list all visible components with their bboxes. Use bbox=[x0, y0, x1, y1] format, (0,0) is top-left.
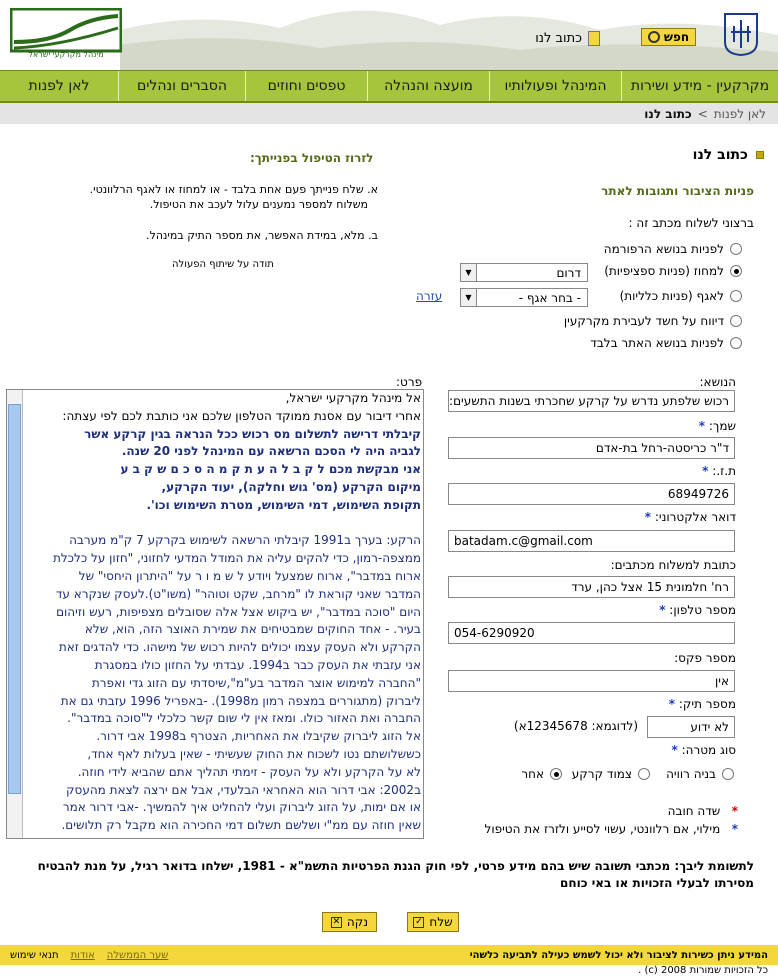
details-line: לא על הקרקע ולא על העסק - זימתי תהליך אתם שהביא לידי חוזה. bbox=[77, 764, 421, 779]
guide-title: לזרוז הטיפול בפנייתך: bbox=[250, 151, 374, 165]
page-title-text: כתוב לנו bbox=[692, 147, 748, 163]
radio-button[interactable] bbox=[730, 290, 742, 302]
file-label-text: מספר תיק: bbox=[678, 697, 736, 711]
details-label: פרט: bbox=[396, 375, 423, 389]
details-line: ממצפה-רמון, כדי להקים עליה את המודל המדעי לחזוני, "חזון על כלכלת bbox=[52, 551, 421, 566]
id-input[interactable]: 68949726 bbox=[448, 483, 735, 505]
details-line: אל מינהל מקרקעי ישראל, bbox=[285, 391, 421, 405]
district-select-value: דרום bbox=[556, 265, 581, 280]
details-line: כששלושתם נטו לשכוח את החוק שעשיתי - שאין בעלות לאף אחד, bbox=[87, 746, 421, 761]
details-line: מיקום הקרקע (מס' גוש וחלקה), יעוד הקרקע, bbox=[161, 479, 421, 494]
name-label-text: שמך: bbox=[708, 419, 736, 433]
legend-optional-text: מילוי, אם רלוונטי, עשוי לסייע ולזרז את הטיפול bbox=[484, 822, 721, 836]
details-line: אני מבקשת מכם ל ק ב ל ה ע ת ק מ ה ס כ ם ש ק ב ע bbox=[120, 462, 421, 477]
radio-button[interactable] bbox=[730, 315, 742, 327]
page-title bbox=[693, 147, 764, 163]
details-line: שאין חוזה עם ממ"י ושלשם תשלום דמי החכירה הוא מקבל רק תלושים. bbox=[61, 818, 421, 833]
details-line: הרקע: בערך ב1991 קיבלתי הרשאה לשימוש בקרקע 7 ק"מ מערבה bbox=[69, 533, 421, 548]
details-line: תקופת השימוש, דמי השימוש, מטרת השימוש וכו'. bbox=[146, 497, 421, 512]
guide-a2: משלוח למספר נמענים עלול לעכב את הטיפול. bbox=[149, 198, 368, 211]
radio-label: לפניות בנושא האתר בלבד bbox=[590, 336, 724, 350]
details-line: היום "סוכה במדבר", יש ביקוש אצל אלה שסובלים מצפיפות, רעש וזיהום bbox=[56, 604, 421, 619]
details-line: המדבר שאני קוראת לו "מרחב, שקט וטוהר" (משו"ט).לעסק שנקרא עד bbox=[55, 586, 421, 601]
nav-item-administration[interactable]: המינהל ופעולותיו bbox=[489, 71, 621, 101]
recipient-radio-district[interactable] bbox=[604, 262, 742, 280]
radio-label: בניה רוויה bbox=[666, 767, 716, 781]
subject-input[interactable]: רכוש שלפתע נדרש על קרקע שחכרתי בשנות התשעים: bbox=[448, 390, 735, 412]
contact-us-label: כתוב לנו bbox=[535, 30, 582, 46]
recipient-radio-division[interactable] bbox=[620, 287, 742, 305]
file-example: (לדוגמא: 12345678א) bbox=[513, 719, 638, 733]
legend-required: * שדה חובה bbox=[667, 804, 738, 818]
check-icon: ✓ bbox=[415, 916, 423, 927]
site-header bbox=[0, 0, 778, 70]
phone-input[interactable]: 054-6290920 bbox=[448, 622, 735, 644]
nav-item-real-estate[interactable]: מקרקעין - מידע ושירות bbox=[621, 71, 778, 101]
footer-link-about[interactable]: אודות bbox=[70, 949, 95, 961]
send-button[interactable] bbox=[407, 912, 459, 932]
radio-label: אחר bbox=[521, 767, 544, 781]
details-line bbox=[25, 515, 421, 533]
help-link[interactable]: עזרה bbox=[416, 289, 443, 303]
fax-label: מספר פקס: bbox=[674, 651, 736, 665]
breadcrumb-current: כתוב לנו bbox=[644, 106, 692, 121]
details-line: לגביה היה לי הסכם הרשאה עם המינהל לפני 20 שנה. bbox=[121, 444, 421, 459]
phone-label: מספר טלפון: * bbox=[659, 603, 736, 617]
address-label: כתובת למשלוח מכתבים: bbox=[610, 558, 736, 572]
nav-item-forms[interactable]: טפסים וחוזים bbox=[245, 71, 367, 101]
nav-item-where-to-turn[interactable]: לאן לפנות bbox=[28, 78, 90, 94]
footer-link-gov[interactable]: שער הממשלה bbox=[106, 949, 169, 961]
contact-us-link[interactable] bbox=[520, 28, 600, 48]
note-icon bbox=[588, 31, 600, 46]
type-radio-other[interactable] bbox=[521, 765, 562, 783]
footer-link-terms[interactable]: תנאי שימוש bbox=[10, 949, 59, 961]
guide-thanks: תודה על שיתוף הפעולה bbox=[172, 259, 274, 270]
details-line: אחרי דיבור עם אסנת ממוקד הטלפון שלכם אני כותבת לכם לפי עצתה: bbox=[62, 408, 421, 423]
details-line: ב2002: אבי דרור הוא האחראי הבלעדי, אבל אם ירצה לצאת מהעסק bbox=[66, 782, 421, 797]
footer-links bbox=[10, 950, 168, 961]
legend-required-text: שדה חובה bbox=[667, 804, 721, 818]
details-textarea[interactable] bbox=[6, 389, 424, 839]
nav-item-explanations[interactable]: הסברים ונהלים bbox=[118, 71, 245, 101]
breadcrumb bbox=[0, 103, 778, 124]
send-button-label: שלח bbox=[429, 915, 453, 929]
email-label-text: דואר אלקטרוני: bbox=[654, 510, 736, 524]
details-line: ליברוק (מתגוררים במצפה רמון מ1998). -באפריל 1996 עזבתי גם את bbox=[60, 693, 421, 708]
nav-item-council[interactable]: מועצה והנהלה bbox=[367, 71, 489, 101]
email-label: דואר אלקטרוני: * bbox=[644, 510, 736, 524]
division-select-value: - בחר אגף - bbox=[518, 290, 581, 305]
details-text bbox=[25, 390, 421, 835]
radio-button[interactable] bbox=[550, 768, 562, 780]
search-button-label: חפש bbox=[663, 30, 690, 44]
scrollbar-thumb[interactable] bbox=[8, 404, 21, 794]
details-line: "החברה למימוש אוצר המדבר בע"מ",שיסדתי עם הזוג גדי ואפרת bbox=[91, 675, 421, 690]
id-label: ת.ז.: * bbox=[702, 464, 736, 478]
breadcrumb-parent[interactable]: לאן לפנות bbox=[713, 106, 766, 121]
address-input[interactable]: רח' חלמונית 15 אצל כהן, ערד bbox=[448, 576, 735, 598]
radio-button[interactable] bbox=[730, 337, 742, 349]
chevron-down-icon: ▼ bbox=[461, 289, 477, 306]
details-line: בעיר. - אחד החוקים שמבטיחים את שמירת האוצר הזה, הוא, שלא bbox=[84, 622, 421, 637]
details-line: הקרקע ולא העסק עצמו יכולים להיות רכוש של מישהו. כדי להדגים זאת bbox=[58, 640, 421, 655]
breadcrumb-separator: > bbox=[697, 106, 708, 121]
details-scrollbar[interactable] bbox=[7, 390, 23, 838]
details-line: החברה ואת האזור כולו. ומאז אין לי שום קשר כלכלי ל"סוכה במדבר". bbox=[67, 711, 421, 726]
details-line: אני עזבתי את העסק כבר ב1994. עבדתי על החזון כולו במסגרת bbox=[94, 657, 421, 672]
type-label: סוג מטרה: * bbox=[671, 743, 736, 757]
details-line: ארוח במדבר", ארוח שמצעל ויודע ל ש מ ו ר על "היתרון היחסי" של bbox=[78, 568, 421, 583]
clear-button-label: נקה bbox=[346, 915, 369, 929]
id-label-text: ת.ז.: bbox=[712, 464, 736, 478]
division-select[interactable] bbox=[460, 288, 588, 307]
file-label: מספר תיק: * bbox=[668, 697, 736, 711]
radio-label: צמוד קרקע bbox=[571, 767, 632, 781]
radio-label: לפניות בנושא הרפורמה bbox=[603, 242, 724, 256]
send-to-label: ברצוני לשלוח מכתב זה : bbox=[628, 216, 754, 230]
details-line: קיבלתי דרישה לתשלום מס רכוש ככל הנראה בגין קרקע אשר bbox=[84, 426, 421, 441]
file-input[interactable]: לא ידוע bbox=[647, 716, 735, 738]
recipient-radio-reform[interactable] bbox=[604, 240, 742, 258]
logo-caption: מינהל מקרקעי ישראל bbox=[28, 50, 104, 59]
radio-button[interactable] bbox=[722, 768, 734, 780]
type-label-text: סוג מטרה: bbox=[681, 743, 736, 757]
subject-label: הנושא: bbox=[699, 375, 736, 389]
details-line: או אם ימות, על הזוג ליברוק ועלי להחליט איך להמשיך. -אבי דרור אמר bbox=[62, 800, 421, 815]
section-title: פניות הציבור ותגובות לאתר bbox=[601, 184, 754, 198]
phone-label-text: מספר טלפון: bbox=[669, 603, 736, 617]
details-line: אל הזוג ליברוק שקיבלו את האחריות, הצטרף ב1998 אבי דרור. bbox=[96, 729, 421, 744]
radio-label: למחוז (פניות ספציפיות) bbox=[604, 264, 724, 278]
district-select[interactable] bbox=[460, 263, 588, 282]
guide-b: ב. מלא, במידת האפשר, את מספר התיק במינהל. bbox=[146, 229, 378, 242]
name-input[interactable]: ד"ר כריסטה-רחל בת-אדם bbox=[448, 437, 735, 459]
copyright: כל הזכויות שמורות 2008 (c) . bbox=[638, 965, 768, 976]
type-radio-high-rise[interactable] bbox=[666, 765, 734, 783]
radio-button[interactable] bbox=[638, 768, 650, 780]
guide-a1: א. שלח פנייתך פעם אחת בלבד - או למחוז או לאגף הרלוונטי. bbox=[89, 183, 378, 196]
title-bullet-icon bbox=[756, 151, 764, 159]
privacy-notice: לתשומת ליבך: מכתבי תשובה שיש בהם מידע פרטי, לפי חוק הגנת הפרטיות התשמ"א - 1981, ישלחו בדואר רגיל, על מנת להבטיח מסירתו לבעלי הזכויות או באי כוחם bbox=[37, 859, 754, 890]
clear-button[interactable] bbox=[322, 912, 377, 932]
recipient-radio-site[interactable] bbox=[590, 334, 742, 352]
chevron-down-icon: ▼ bbox=[461, 264, 477, 281]
footer-disclaimer: המידע ניתן כשירות לציבור ולא יכול לשמש כעילה לתביעה כלשהי bbox=[469, 949, 768, 961]
close-icon: ✕ bbox=[332, 916, 341, 927]
type-radio-ground[interactable] bbox=[572, 765, 650, 783]
radio-label: לאגף (פניות כלליות) bbox=[619, 289, 724, 303]
state-emblem-icon bbox=[722, 12, 760, 56]
search-icon bbox=[648, 31, 660, 43]
recipient-radio-report[interactable] bbox=[564, 312, 742, 330]
main-nav bbox=[0, 70, 778, 103]
legend-optional: * מילוי, אם רלוונטי, עשוי לסייע ולזרז את הטיפול bbox=[484, 822, 738, 836]
radio-button[interactable] bbox=[730, 265, 742, 277]
email-input[interactable]: batadam.c@gmail.com bbox=[448, 530, 735, 552]
name-label: שמך: * bbox=[698, 419, 736, 433]
site-footer bbox=[0, 945, 778, 965]
radio-button[interactable] bbox=[730, 243, 742, 255]
fax-input[interactable]: אין bbox=[448, 670, 735, 692]
radio-label: דיווח על חשד לעבירת מקרקעין bbox=[563, 314, 724, 328]
search-button[interactable] bbox=[641, 28, 696, 46]
